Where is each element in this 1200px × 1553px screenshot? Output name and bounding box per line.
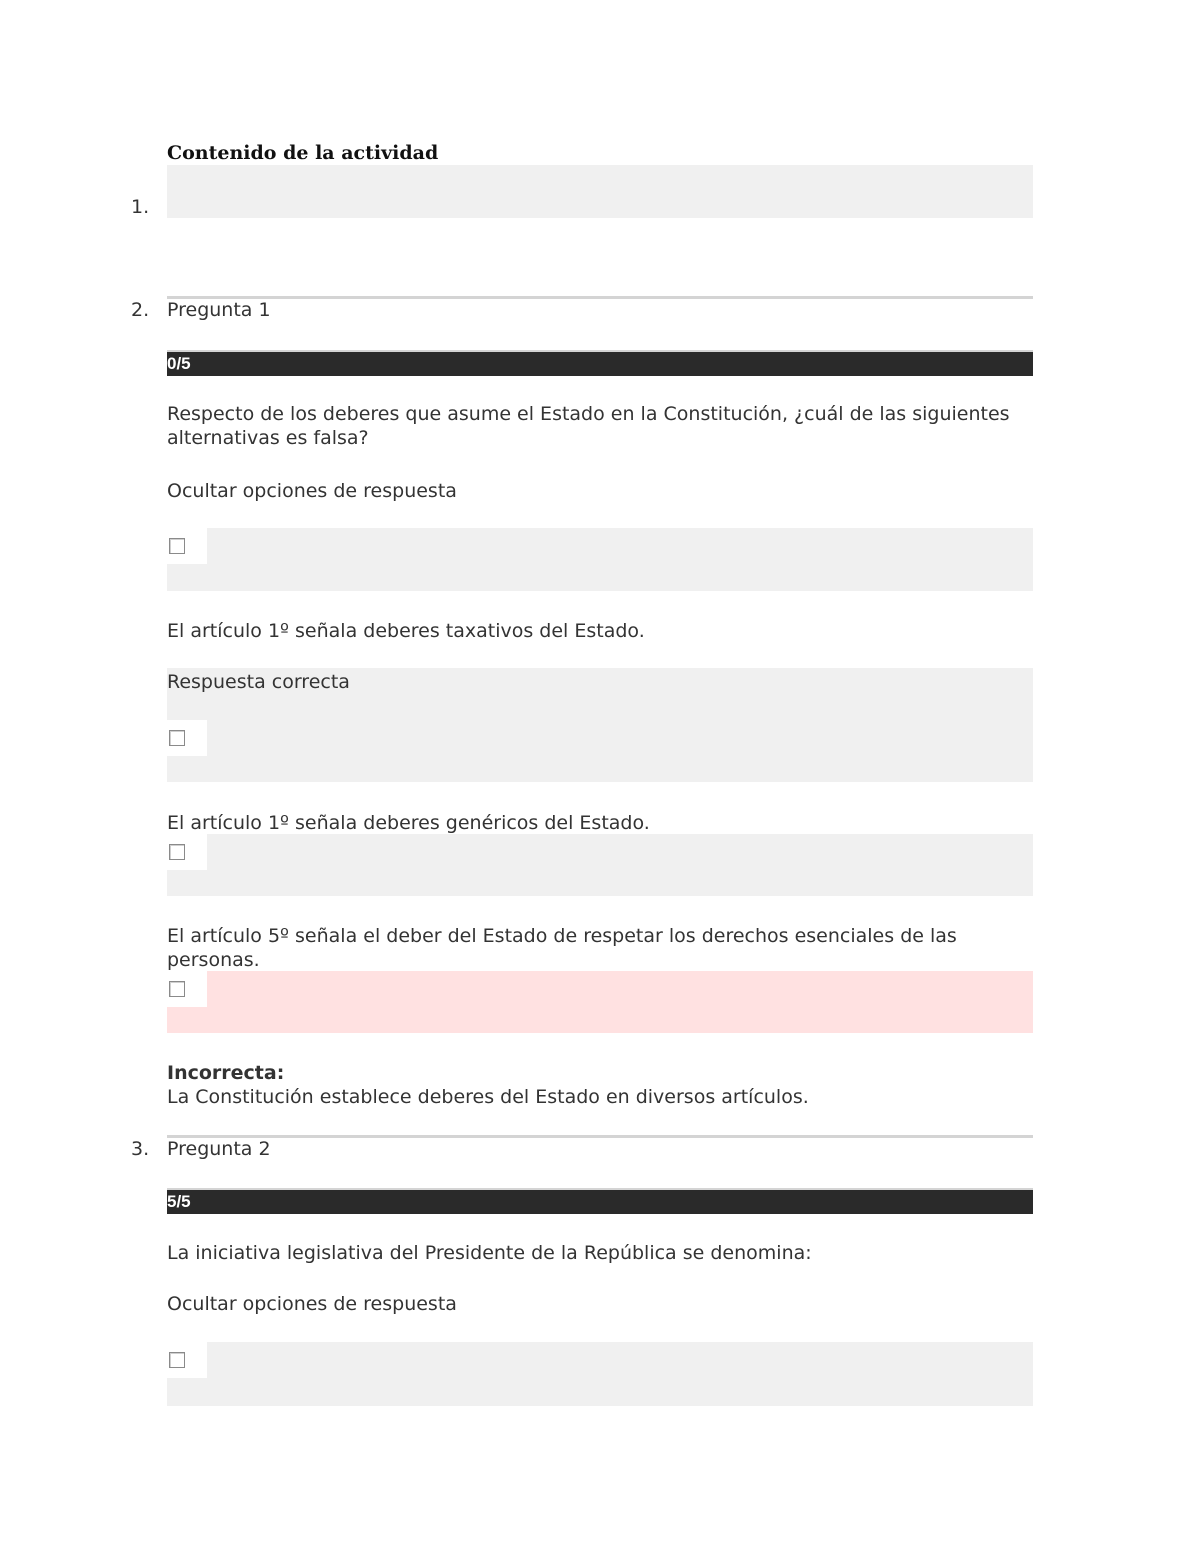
question-text: Respecto de los deberes que asume el Estado en la Constitución, ¿cuál de las siguientes alternativas es falsa?: [167, 403, 1010, 449]
option-checkbox-wrap: [167, 834, 207, 870]
option-checkbox[interactable]: [169, 1352, 185, 1368]
option-block: [167, 528, 1033, 591]
option-checkbox[interactable]: [169, 538, 185, 554]
option-block: [167, 1342, 1033, 1406]
score-value: 5/5: [167, 1192, 191, 1211]
option-text: El artículo 1º señala deberes taxativos del Estado.: [167, 620, 645, 642]
item-number: 2.: [131, 299, 150, 321]
question-title: Pregunta 2: [167, 1138, 271, 1160]
feedback-title: Incorrecta:: [167, 1062, 285, 1084]
option-checkbox[interactable]: [169, 981, 185, 997]
page-title: Contenido de la actividad: [167, 142, 439, 164]
option-checkbox[interactable]: [169, 844, 185, 860]
option-checkbox-wrap: [167, 720, 207, 756]
option-checkbox[interactable]: [169, 730, 185, 746]
correct-answer-label: Respuesta correcta: [167, 671, 350, 693]
option-checkbox-wrap: [167, 528, 207, 564]
selected-option-block: [167, 971, 1033, 1033]
feedback-text: La Constitución establece deberes del Estado en diversos artículos.: [167, 1086, 809, 1108]
option-checkbox-wrap: [167, 1342, 207, 1378]
option-checkbox-wrap: [167, 971, 207, 1007]
option-text: El artículo 5º señala el deber del Estado de respetar los derechos esenciales de las personas.: [167, 925, 957, 971]
option-text: El artículo 1º señala deberes genéricos del Estado.: [167, 812, 650, 834]
option-block: [167, 834, 1033, 896]
empty-content-block: [167, 165, 1033, 218]
item-number: 1.: [131, 196, 150, 218]
hide-options-link[interactable]: Ocultar opciones de respuesta: [167, 1293, 457, 1315]
score-bar: [167, 1188, 1033, 1214]
hide-options-link[interactable]: Ocultar opciones de respuesta: [167, 480, 457, 502]
score-value: 0/5: [167, 354, 191, 373]
item-number: 3.: [131, 1138, 150, 1160]
score-bar: [167, 350, 1033, 376]
question-title: Pregunta 1: [167, 299, 271, 321]
question-text: La iniciativa legislativa del Presidente de la República se denomina:: [167, 1242, 812, 1264]
